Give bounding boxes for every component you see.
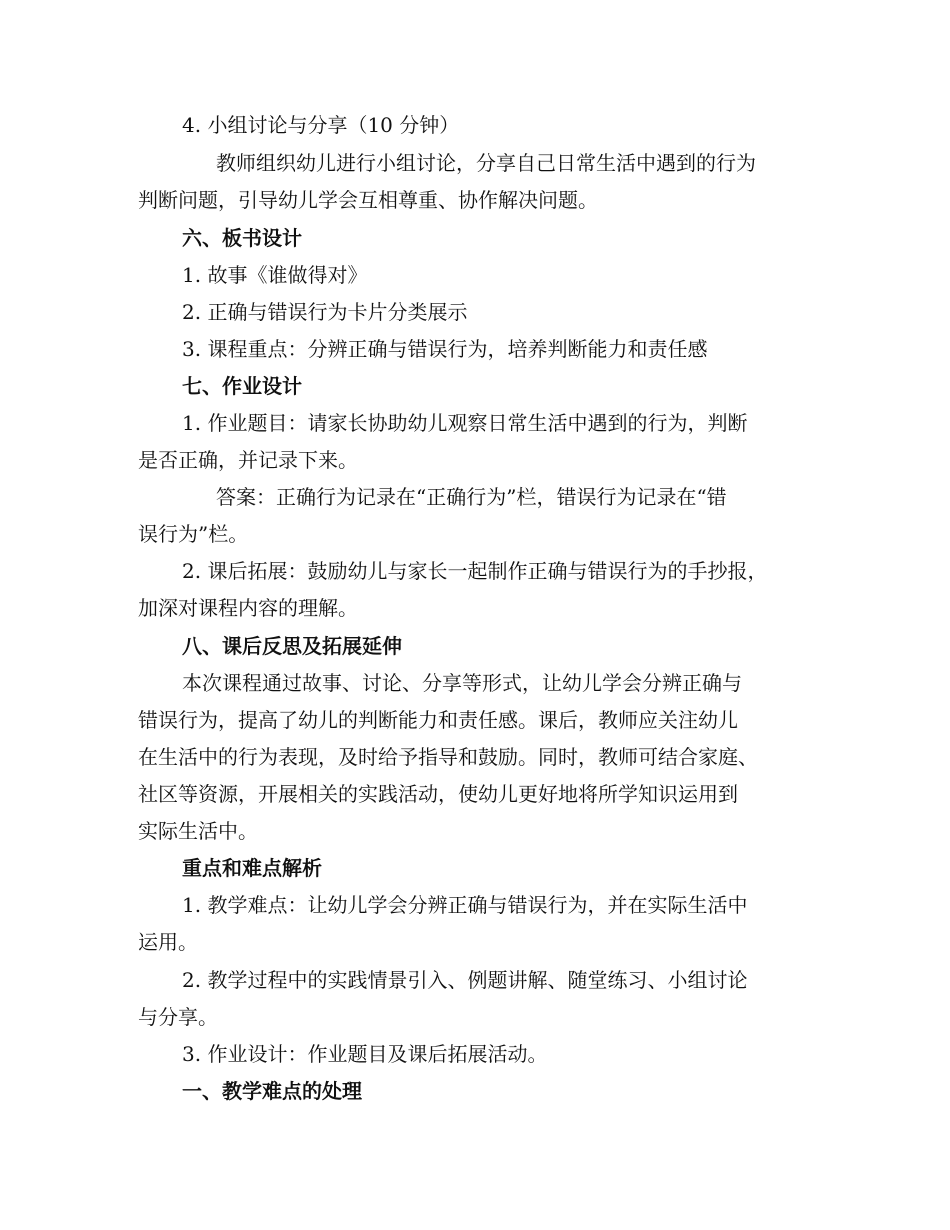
item4-title: 4. 小组讨论与分享（10 分钟） [182,113,460,137]
section6-heading: 六、板书设计 [182,226,302,250]
section8-heading: 八、课后反思及拓展延伸 [182,634,402,658]
section8-line-2: 错误行为，提高了幼儿的判断能力和责任感。课后，教师应关注幼儿 [138,708,738,732]
section6-item-1: 1. 故事《谁做得对》 [182,263,368,287]
section7-answer-line-1: 答案：正确行为记录在“正确行为”栏，错误行为记录在“错 [216,485,727,509]
item4-paragraph-line-1: 教师组织幼儿进行小组讨论，分享自己日常生活中遇到的行为 [216,151,756,175]
section7-answer-line-2: 误行为”栏。 [138,522,249,546]
section7-item1-line-2: 是否正确，并记录下来。 [138,448,358,472]
section7-item2-line-2: 加深对课程内容的理解。 [138,596,358,620]
analysis-heading: 重点和难点解析 [182,856,322,880]
analysis-item1-line-1: 1. 教学难点：让幼儿学会分辨正确与错误行为，并在实际生活中 [182,893,748,917]
section8-line-1: 本次课程通过故事、讨论、分享等形式，让幼儿学会分辨正确与 [182,671,742,695]
analysis-item1-line-2: 运用。 [138,930,198,954]
section6-item-3: 3. 课程重点：分辨正确与错误行为，培养判断能力和责任感 [182,337,708,361]
section8-line-3: 在生活中的行为表现，及时给予指导和鼓励。同时，教师可结合家庭、 [138,745,758,769]
section7-item2-line-1: 2. 课后拓展：鼓励幼儿与家长一起制作正确与错误行为的手抄报， [182,559,768,583]
section6-item-2: 2. 正确与错误行为卡片分类展示 [182,300,468,324]
analysis-item3: 3. 作业设计：作业题目及课后拓展活动。 [182,1042,548,1066]
section7-heading: 七、作业设计 [182,374,302,398]
section7-item1-line-1: 1. 作业题目：请家长协助幼儿观察日常生活中遇到的行为，判断 [182,411,748,435]
analysis-item2-line-1: 2. 教学过程中的实践情景引入、例题讲解、随堂练习、小组讨论 [182,968,748,992]
analysis-item2-line-2: 与分享。 [138,1005,218,1029]
section8-line-5: 实际生活中。 [138,819,258,843]
final-heading: 一、教学难点的处理 [182,1079,362,1103]
item4-paragraph-line-2: 判断问题，引导幼儿学会互相尊重、协作解决问题。 [138,188,598,212]
section8-line-4: 社区等资源，开展相关的实践活动，使幼儿更好地将所学知识运用到 [138,782,738,806]
